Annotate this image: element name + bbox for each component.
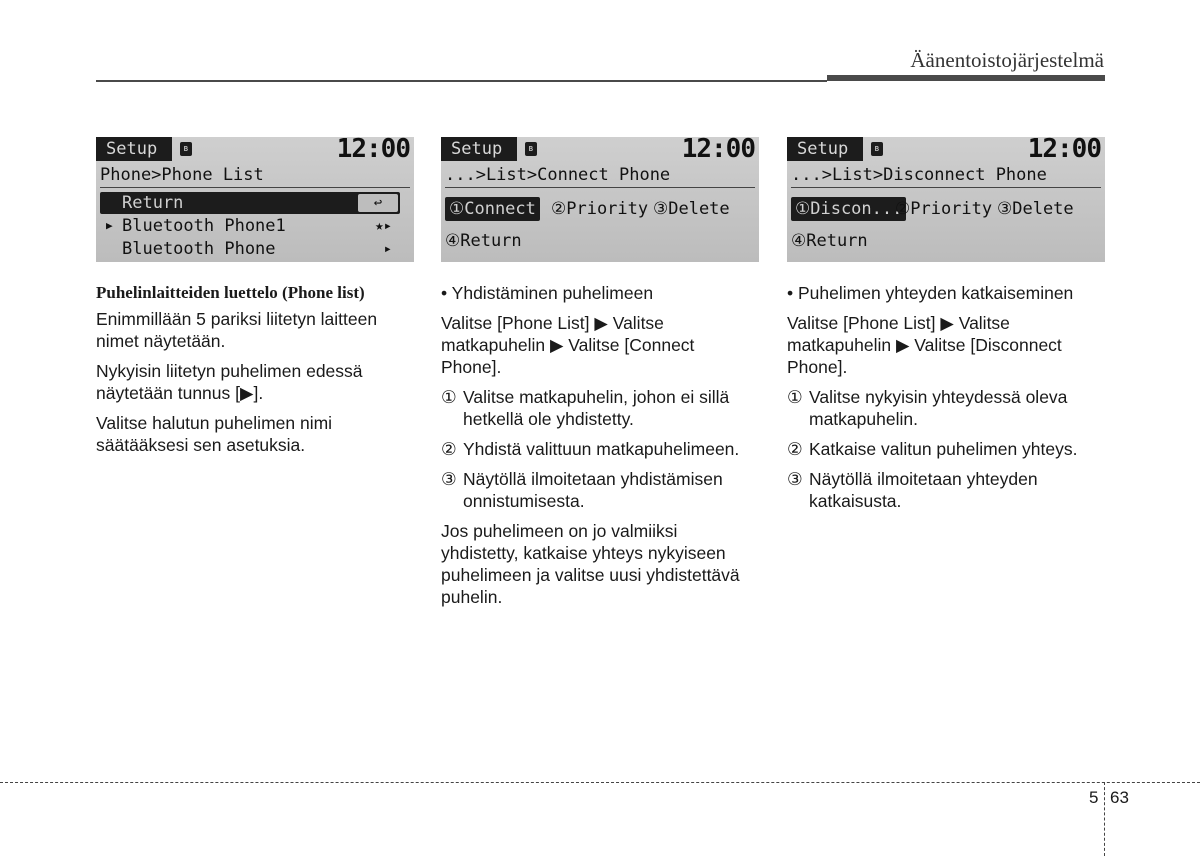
phone-name: Bluetooth Phone [122,239,276,259]
phone-list-screen [96,137,414,262]
clock: 12:00 [336,137,410,164]
priority-menu-item[interactable]: ②Priority [895,199,993,219]
header-rule [96,80,827,82]
paragraph: Valitse [Phone List] ▶ Valitse matkapuhelin ▶ Valitse [Disconnect Phone]. [787,313,1062,377]
step-item [787,438,1105,460]
return-label: Return [122,193,184,213]
section-heading: Puhelinlaitteiden luettelo (Phone list) [96,283,365,302]
screen-path: ...>List>Disconnect Phone [791,165,1047,185]
step-text: Yhdistä valittuun matkapuhelimeen. [463,439,740,459]
paragraph: Nykyisin liitetyn puhelimen edessä näytetään tunnus [▶]. [96,361,363,403]
step-text: Valitse matkapuhelin, johon ei sillä hetkellä ole yhdistetty. [463,387,730,429]
bluetooth-icon: ʙ [871,142,883,156]
connect-phone-screen [441,137,759,262]
bluetooth-icon: ʙ [525,142,537,156]
return-icon: ↩ [358,194,398,212]
screen-topbar [441,137,759,164]
priority-menu-item[interactable]: ②Priority [551,199,649,219]
star-icon: ★▸ [375,218,392,234]
footer-divider [1104,782,1105,856]
step-text: Näytöllä ilmoitetaan yhteyden katkaisusta. [809,469,1038,511]
paragraph: Valitse [Phone List] ▶ Valitse matkapuhelin ▶ Valitse [Connect Phone]. [441,313,695,377]
setup-label: Setup [787,137,863,161]
setup-label: Setup [441,137,517,161]
step-number: ① [441,387,457,407]
phone-list-item[interactable] [100,215,400,237]
phone-list-item[interactable] [100,238,400,260]
connected-arrow-icon: ▶ [106,219,113,232]
screen-topbar [96,137,414,164]
step-item [441,438,759,460]
step-number: ① [787,387,803,407]
step-number: ② [441,439,457,459]
delete-menu-item[interactable]: ③Delete [653,199,730,219]
bluetooth-icon: ʙ [180,142,192,156]
return-menu-item[interactable]: ④Return [791,231,868,251]
return-menu-item[interactable]: ④Return [445,231,522,251]
phone-list-section [96,282,414,464]
connect-menu-item[interactable]: ①Connect [445,197,540,221]
phone-name: Bluetooth Phone1 [122,216,286,236]
screen-path: ...>List>Connect Phone [445,165,671,185]
step-item [441,386,759,430]
screen-divider [100,187,410,188]
paragraph: Jos puhelimeen on jo valmiiksi yhdistetty, katkaise yhteys nykyiseen puhelimeen ja valitse uusi yhdistettävä puhelin. [441,521,740,607]
page-number: 63 [1110,788,1129,807]
bullet-heading: • Puhelimen yhteyden katkaiseminen [787,283,1074,303]
screen-topbar [787,137,1105,164]
header-rule-accent [827,75,1105,81]
disconnect-phone-screen [787,137,1105,262]
paragraph: Valitse halutun puhelimen nimi säätääksesi sen asetuksia. [96,413,333,455]
step-number: ③ [441,469,457,489]
step-text: Näytöllä ilmoitetaan yhdistämisen onnistumisesta. [463,469,723,511]
chapter-number: 5 [1089,788,1099,807]
disconnect-menu-item[interactable]: ①Discon... [791,197,906,221]
page-header-title: Äänentoistojärjestelmä [910,48,1104,72]
screen-path: Phone>Phone List [100,165,264,185]
paragraph: Enimmillään 5 pariksi liitetyn laitteen nimet näytetään. [96,309,378,351]
clock: 12:00 [1027,137,1101,164]
bullet-heading: • Yhdistäminen puhelimeen [441,283,654,303]
setup-label: Setup [96,137,172,161]
chevron-right-icon: ▸ [383,241,392,257]
step-text: Valitse nykyisin yhteydessä oleva matkapuhelin. [809,387,1068,429]
step-item [441,468,759,512]
step-item [787,468,1105,512]
screen-divider [445,187,755,188]
footer-rule [0,782,1200,783]
clock: 12:00 [681,137,755,164]
connect-section [441,282,759,616]
delete-menu-item[interactable]: ③Delete [997,199,1074,219]
screen-divider [791,187,1101,188]
disconnect-section [787,282,1105,520]
return-row[interactable] [100,192,400,214]
step-text: Katkaise valitun puhelimen yhteys. [809,439,1078,459]
step-item [787,386,1105,430]
step-number: ② [787,439,803,459]
step-number: ③ [787,469,803,489]
